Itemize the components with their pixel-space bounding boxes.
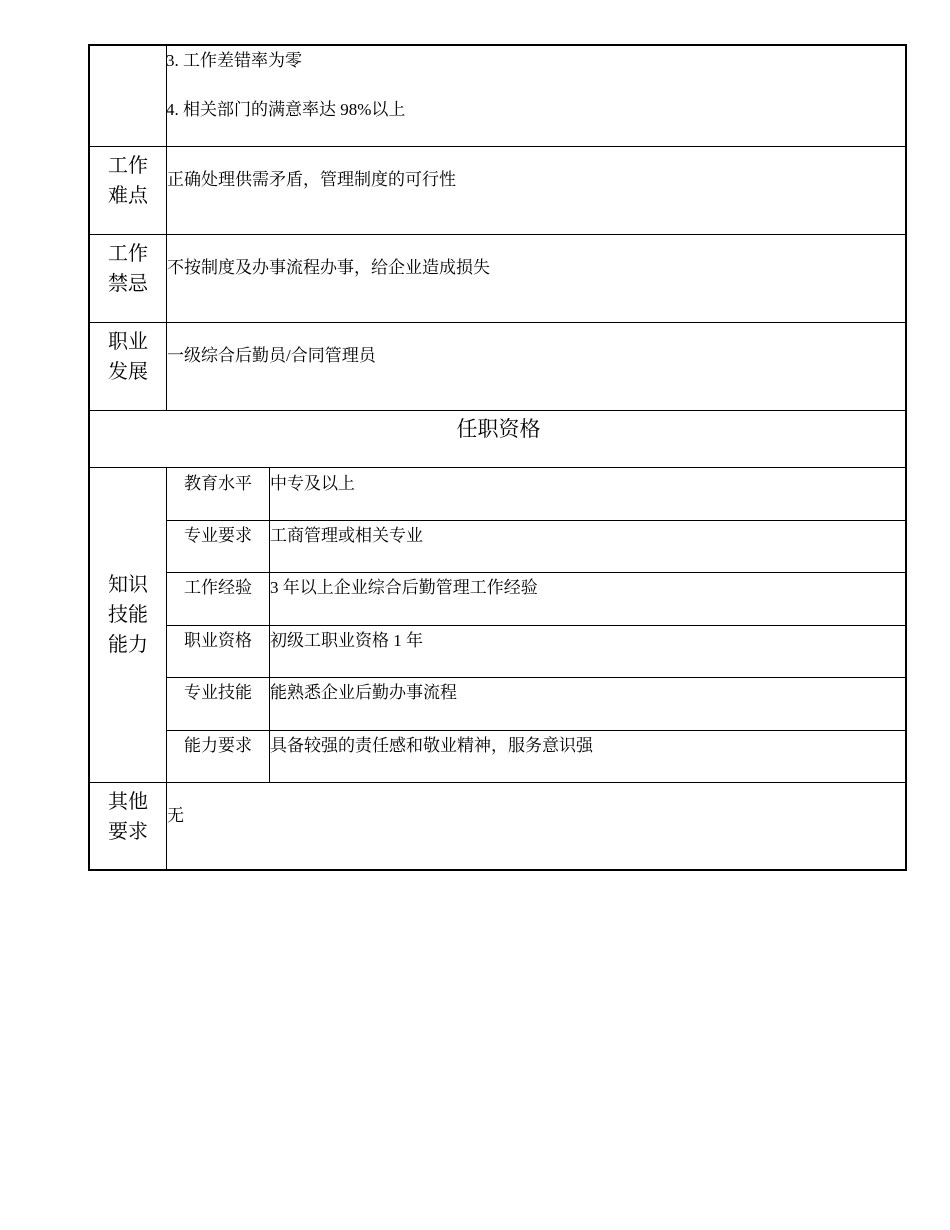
major-value: 工商管理或相关专业 xyxy=(270,526,423,545)
taboo-label xyxy=(90,238,166,298)
other-label-line1: 其他 xyxy=(108,789,148,813)
other-label-line2: 要求 xyxy=(108,819,148,843)
certification-value: 初级工职业资格 1 年 xyxy=(270,631,423,650)
row-divider-2 xyxy=(90,234,907,235)
sub-row-divider-3 xyxy=(166,625,907,626)
qualification-title: 任职资格 xyxy=(456,417,541,441)
qualification-group-label-line2: 技能 xyxy=(108,602,148,626)
difficulty-label-line2: 难点 xyxy=(108,183,148,207)
skills-value: 能熟悉企业后勤办事流程 xyxy=(270,683,457,702)
career-label-line1: 职业 xyxy=(108,329,148,353)
ability-value: 具备较强的责任感和敬业精神，服务意识强 xyxy=(270,736,593,755)
sub-row-divider-2 xyxy=(166,572,907,573)
row-divider-3 xyxy=(90,322,907,323)
row-divider-5 xyxy=(90,467,907,468)
career-label xyxy=(90,326,166,386)
career-label-line2: 发展 xyxy=(108,359,148,383)
qualification-group-label xyxy=(90,569,166,659)
experience-value: 3 年以上企业综合后勤管理工作经验 xyxy=(270,578,538,597)
education-value: 中专及以上 xyxy=(270,474,355,493)
skills-label: 专业技能 xyxy=(184,683,252,702)
major-label: 专业要求 xyxy=(184,526,252,545)
other-label xyxy=(90,786,166,846)
certification-label: 职业资格 xyxy=(184,631,252,650)
experience-label: 工作经验 xyxy=(184,578,252,597)
taboo-label-line2: 禁忌 xyxy=(108,271,148,295)
difficulty-label-line1: 工作 xyxy=(108,153,148,177)
education-label: 教育水平 xyxy=(184,474,252,493)
row-divider-4 xyxy=(90,410,907,411)
row-divider-6 xyxy=(90,782,907,783)
goal-item-3: 3. 工作差错率为零 xyxy=(166,51,302,70)
sub-row-divider-5 xyxy=(166,730,907,731)
sub-row-divider-1 xyxy=(166,520,907,521)
difficulty-label xyxy=(90,150,166,210)
difficulty-value: 正确处理供需矛盾，管理制度的可行性 xyxy=(167,170,456,189)
goal-item-4: 4. 相关部门的满意率达 98%以上 xyxy=(166,100,406,119)
qualification-group-label-line1: 知识 xyxy=(108,572,148,596)
ability-label: 能力要求 xyxy=(184,736,252,755)
career-value: 一级综合后勤员/合同管理员 xyxy=(167,346,376,365)
qualification-group-label-line3: 能力 xyxy=(108,632,148,656)
taboo-label-line1: 工作 xyxy=(108,241,148,265)
taboo-value: 不按制度及办事流程办事，给企业造成损失 xyxy=(167,258,490,277)
row-divider-1 xyxy=(90,146,907,147)
sub-row-divider-4 xyxy=(166,677,907,678)
other-value: 无 xyxy=(167,806,184,825)
job-description-table xyxy=(88,44,907,871)
